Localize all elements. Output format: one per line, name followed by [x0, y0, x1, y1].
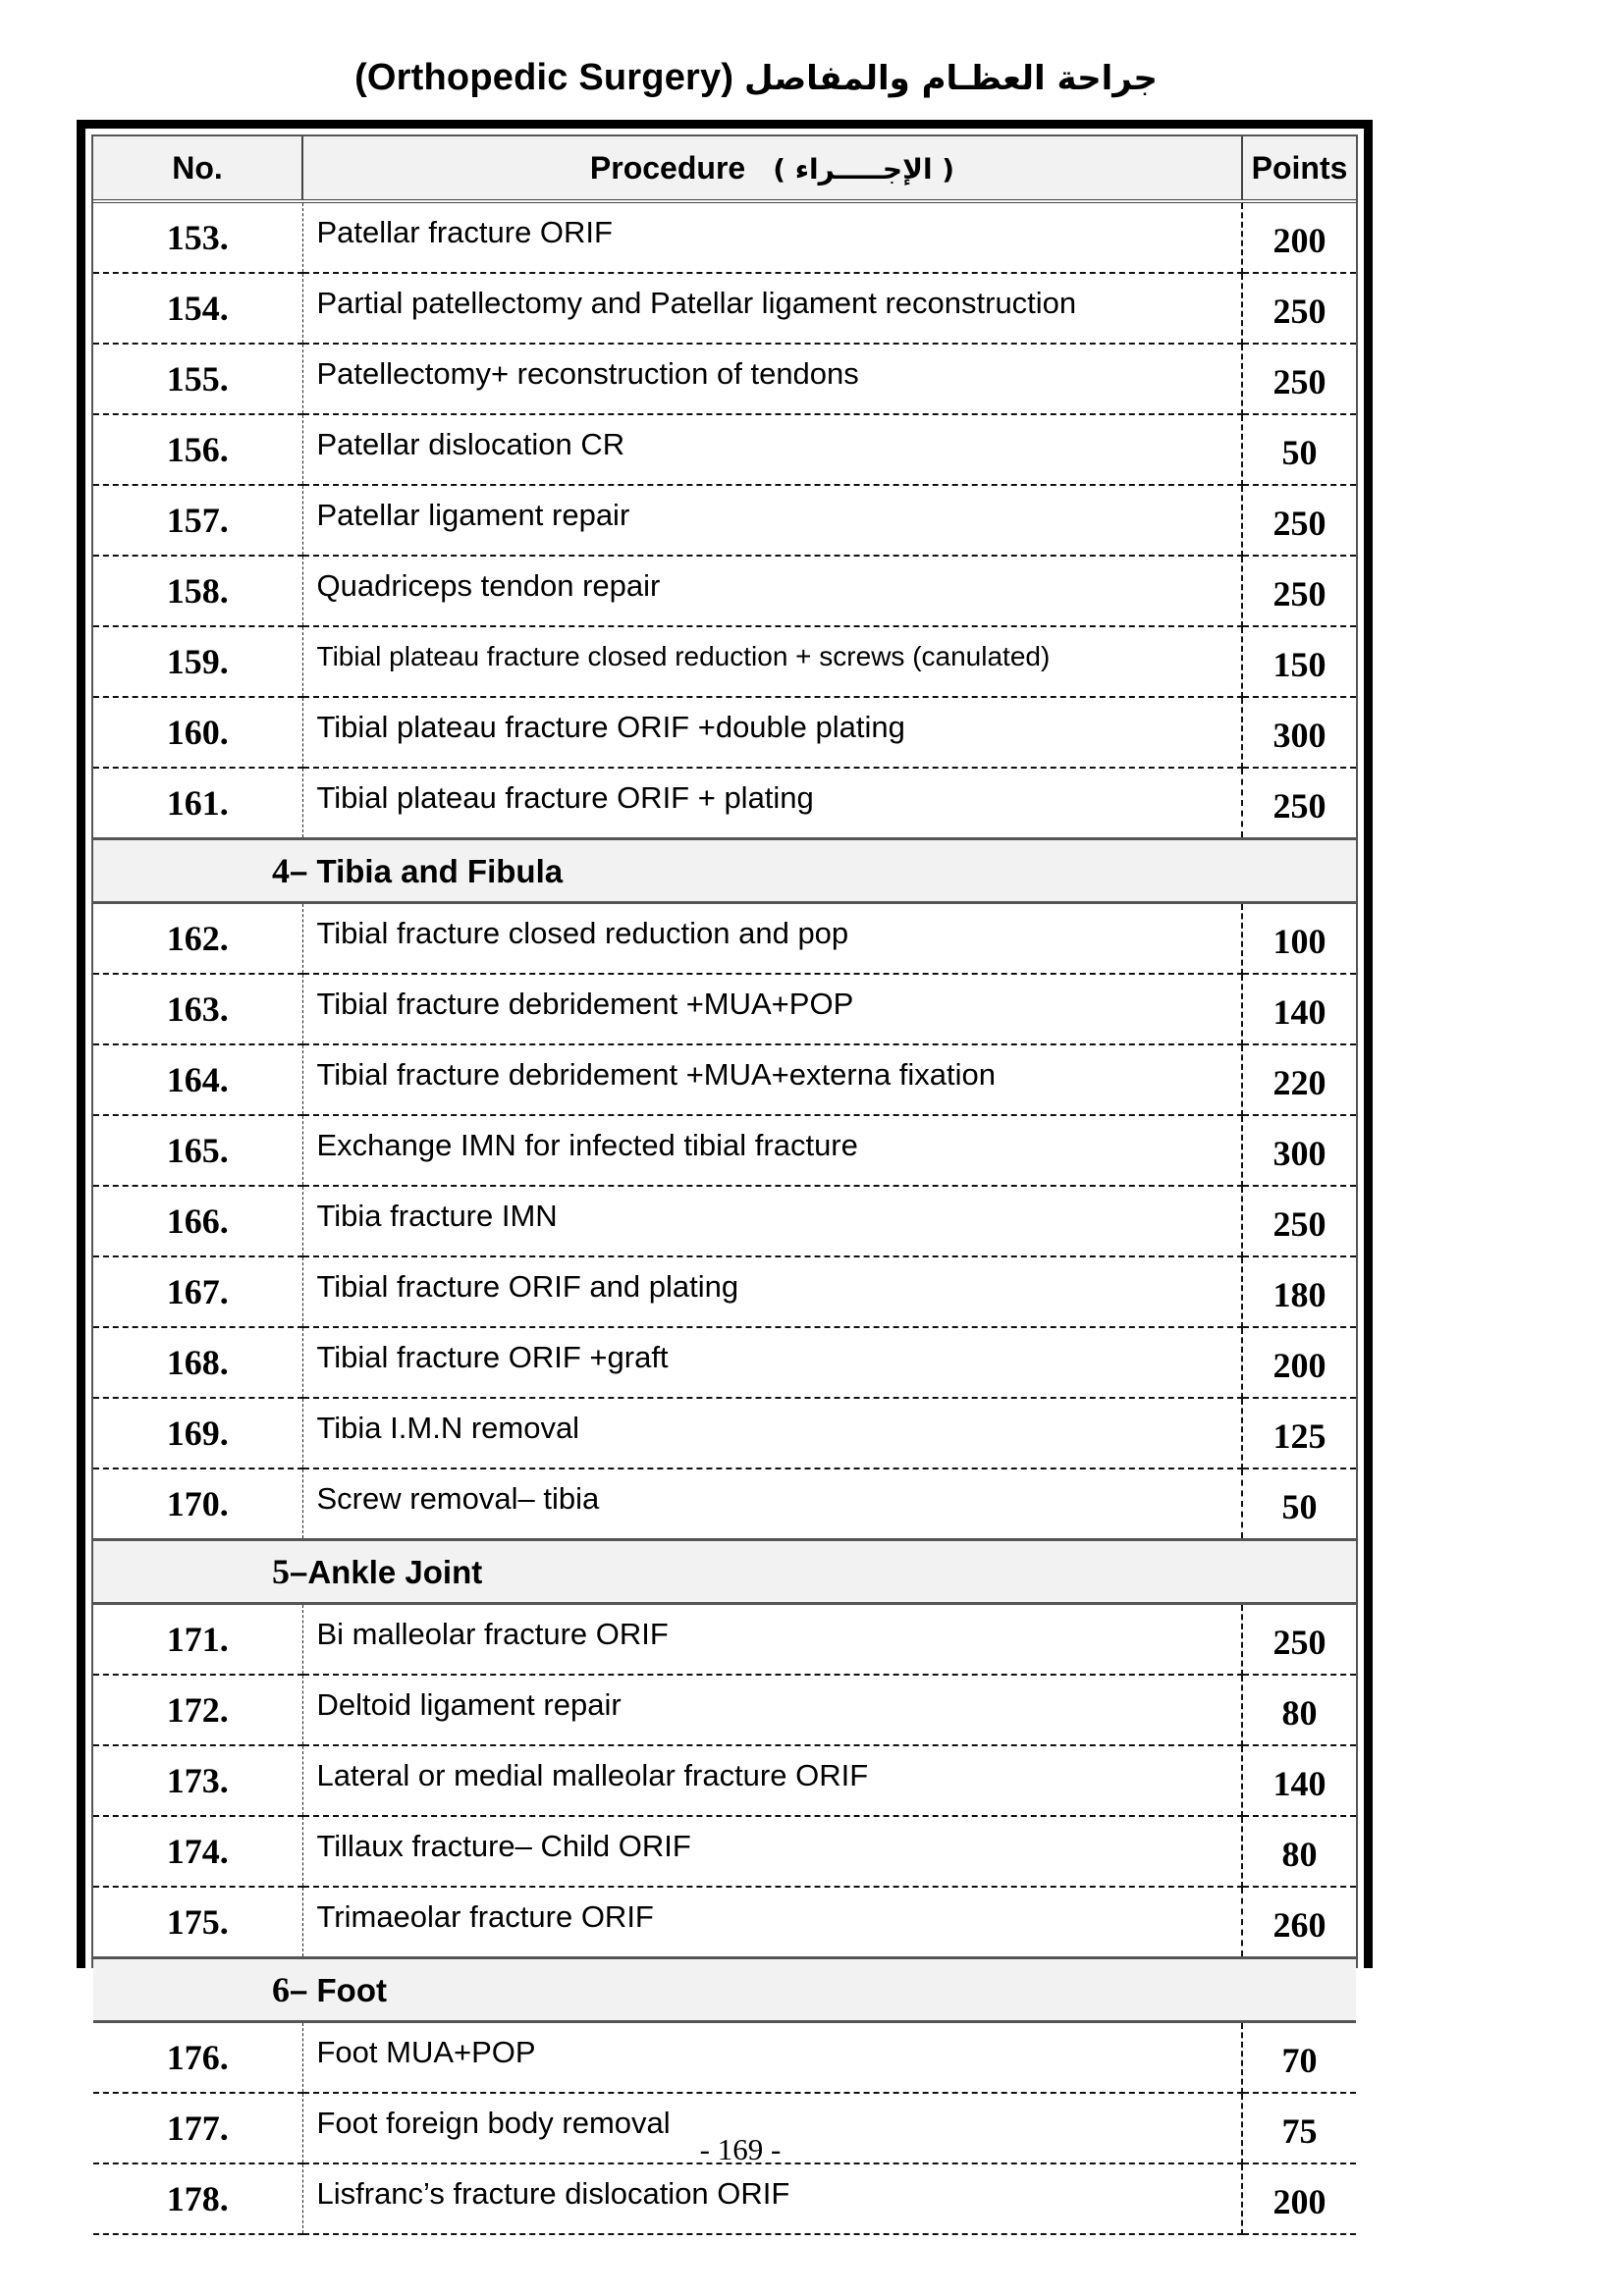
row-number: 163. [93, 974, 302, 1044]
table-row [93, 697, 1356, 768]
page-number: - 169 - [699, 2132, 782, 2166]
column-header-procedure-ar: ( الإجـــــراء ) [773, 152, 955, 186]
procedure-name: Tibial plateau fracture closed reduction + screws (canulated) [302, 626, 1242, 697]
section-header-row [93, 1540, 1356, 1604]
points-value: 70 [1242, 2022, 1356, 2094]
row-number: 161. [93, 768, 302, 839]
row-number: 158. [93, 556, 302, 626]
table-row [93, 974, 1356, 1044]
column-header-no: No. [93, 136, 302, 201]
points-value: 260 [1242, 1887, 1356, 1958]
section-header-row [93, 1958, 1356, 2022]
table-header-row [93, 136, 1356, 201]
row-number: 154. [93, 273, 302, 344]
procedure-name: Tibial fracture ORIF and plating [302, 1256, 1242, 1327]
table-row [93, 414, 1356, 485]
table-row [93, 1675, 1356, 1745]
row-number: 164. [93, 1044, 302, 1115]
points-value: 180 [1242, 1256, 1356, 1327]
points-value: 150 [1242, 626, 1356, 697]
points-value: 50 [1242, 1468, 1356, 1540]
table-row [93, 2022, 1356, 2094]
procedure-name: Trimaeolar fracture ORIF [302, 1887, 1242, 1958]
points-value: 220 [1242, 1044, 1356, 1115]
section-label: –Ankle Joint [290, 1554, 483, 1590]
table-row [93, 273, 1356, 344]
table-row [93, 344, 1356, 414]
table-row [93, 903, 1356, 975]
procedure-name: Patellar fracture ORIF [302, 201, 1242, 273]
row-number: 156. [93, 414, 302, 485]
table-row [93, 768, 1356, 839]
page-title-arabic: جراحة العظـام والمفاصل [743, 59, 1158, 98]
table-row [93, 1468, 1356, 1540]
points-value: 140 [1242, 974, 1356, 1044]
section-title [93, 839, 1356, 903]
row-number: 166. [93, 1186, 302, 1256]
points-value: 200 [1242, 201, 1356, 273]
procedure-name: Foot foreign body removal [302, 2093, 1242, 2163]
procedure-name: Tibial fracture closed reduction and pop [302, 903, 1242, 975]
procedure-name: Screw removal– tibia [302, 1468, 1242, 1540]
points-value: 250 [1242, 556, 1356, 626]
row-number: 174. [93, 1816, 302, 1887]
row-number: 176. [93, 2022, 302, 2094]
row-number: 169. [93, 1398, 302, 1468]
points-value: 250 [1242, 768, 1356, 839]
procedures-table [93, 136, 1356, 2235]
column-header-procedure [302, 136, 1242, 201]
procedure-name: Tibia I.M.N removal [302, 1398, 1242, 1468]
procedure-name: Deltoid ligament repair [302, 1675, 1242, 1745]
row-number: 167. [93, 1256, 302, 1327]
table-row [93, 1186, 1356, 1256]
points-value: 250 [1242, 1604, 1356, 1676]
section-title [93, 1540, 1356, 1604]
table-row [93, 1256, 1356, 1327]
procedures-table-frame [77, 120, 1373, 2221]
procedure-name: Patellectomy+ reconstruction of tendons [302, 344, 1242, 414]
points-value: 100 [1242, 903, 1356, 975]
column-header-procedure-en: Procedure [589, 149, 746, 186]
procedure-name: Patellar dislocation CR [302, 414, 1242, 485]
table-row [93, 1816, 1356, 1887]
section-header-row [93, 839, 1356, 903]
points-value: 250 [1242, 485, 1356, 556]
section-number: 4 [272, 851, 290, 890]
row-number: 175. [93, 1887, 302, 1958]
table-row [93, 201, 1356, 273]
table-row [93, 1398, 1356, 1468]
procedure-name: Partial patellectomy and Patellar ligament reconstruction [302, 273, 1242, 344]
table-body [93, 201, 1356, 2234]
table-row [93, 485, 1356, 556]
procedure-name: Foot MUA+POP [302, 2022, 1242, 2094]
row-number: 171. [93, 1604, 302, 1676]
points-value: 300 [1242, 697, 1356, 768]
table-row [93, 556, 1356, 626]
row-number: 165. [93, 1115, 302, 1186]
table-row [93, 1745, 1356, 1816]
section-title [93, 1958, 1356, 2022]
page-title-english: (Orthopedic Surgery) [354, 57, 734, 98]
points-value: 140 [1242, 1745, 1356, 1816]
points-value: 50 [1242, 414, 1356, 485]
points-value: 250 [1242, 344, 1356, 414]
procedure-name: Tibial fracture ORIF +graft [302, 1327, 1242, 1398]
points-value: 300 [1242, 1115, 1356, 1186]
procedure-name: Quadriceps tendon repair [302, 556, 1242, 626]
table-row [93, 626, 1356, 697]
row-number: 170. [93, 1468, 302, 1540]
points-value: 250 [1242, 1186, 1356, 1256]
procedure-name: Bi malleolar fracture ORIF [302, 1604, 1242, 1676]
column-header-points: Points [1242, 136, 1356, 201]
section-number: 5 [272, 1552, 290, 1591]
points-value: 200 [1242, 1327, 1356, 1398]
table-row [93, 2163, 1356, 2234]
procedure-name: Exchange IMN for infected tibial fracture [302, 1115, 1242, 1186]
row-number: 178. [93, 2163, 302, 2234]
procedure-name: Tibial plateau fracture ORIF + plating [302, 768, 1242, 839]
row-number: 153. [93, 201, 302, 273]
row-number: 155. [93, 344, 302, 414]
row-number: 168. [93, 1327, 302, 1398]
row-number: 173. [93, 1745, 302, 1816]
procedure-name: Tibia fracture IMN [302, 1186, 1242, 1256]
section-label: – Tibia and Fibula [290, 853, 564, 889]
row-number: 172. [93, 1675, 302, 1745]
procedure-name: Tibial fracture debridement +MUA+externa fixation [302, 1044, 1242, 1115]
table-row [93, 1044, 1356, 1115]
points-value: 250 [1242, 273, 1356, 344]
row-number: 160. [93, 697, 302, 768]
procedure-name: Tibial fracture debridement +MUA+POP [302, 974, 1242, 1044]
page-title [0, 57, 1512, 99]
section-label: – Foot [290, 1972, 387, 2008]
table-row [93, 1887, 1356, 1958]
procedure-name: Tibial plateau fracture ORIF +double plating [302, 697, 1242, 768]
procedure-name: Patellar ligament repair [302, 485, 1242, 556]
points-value: 75 [1242, 2093, 1356, 2163]
row-number: 159. [93, 626, 302, 697]
section-number: 6 [272, 1970, 290, 2009]
points-value: 80 [1242, 1816, 1356, 1887]
table-row [93, 1115, 1356, 1186]
row-number: 162. [93, 903, 302, 975]
procedure-name: Tillaux fracture– Child ORIF [302, 1816, 1242, 1887]
row-number: 177. [93, 2093, 302, 2163]
points-value: 125 [1242, 1398, 1356, 1468]
procedure-name: Lateral or medial malleolar fracture ORIF [302, 1745, 1242, 1816]
points-value: 200 [1242, 2163, 1356, 2234]
procedure-name: Lisfranc’s fracture dislocation ORIF [302, 2163, 1242, 2234]
table-row [93, 1327, 1356, 1398]
row-number: 157. [93, 485, 302, 556]
points-value: 80 [1242, 1675, 1356, 1745]
table-row [93, 1604, 1356, 1676]
